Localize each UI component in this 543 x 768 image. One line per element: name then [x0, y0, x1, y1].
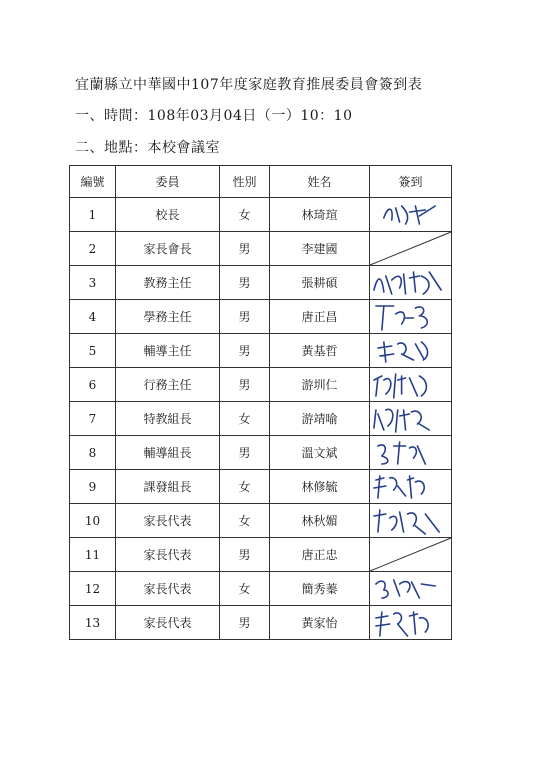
row-signature [370, 470, 452, 504]
header-row [70, 166, 452, 198]
handwritten-signature [370, 572, 451, 605]
header-member: 委員 [116, 166, 220, 198]
table-row [70, 436, 452, 470]
row-name: 唐正忠 [270, 538, 370, 572]
row-number: 13 [70, 606, 116, 640]
handwritten-signature [370, 606, 451, 639]
row-member-role: 學務主任 [116, 300, 220, 334]
row-gender: 男 [220, 334, 270, 368]
handwritten-signature [370, 334, 451, 367]
row-gender: 女 [220, 504, 270, 538]
table-row [70, 504, 452, 538]
row-signature [370, 504, 452, 538]
row-number: 10 [70, 504, 116, 538]
meeting-place: 二、地點：本校會議室 [75, 140, 220, 156]
row-gender: 女 [220, 470, 270, 504]
header-name: 姓名 [270, 166, 370, 198]
sign-in-table [69, 165, 452, 640]
row-name: 林修毓 [270, 470, 370, 504]
row-number: 4 [70, 300, 116, 334]
row-number: 5 [70, 334, 116, 368]
table-row [70, 538, 452, 572]
handwritten-signature [370, 470, 451, 503]
handwritten-signature [370, 266, 451, 299]
row-name: 黃基哲 [270, 334, 370, 368]
row-number: 12 [70, 572, 116, 606]
row-gender: 男 [220, 368, 270, 402]
table-row [70, 334, 452, 368]
row-gender: 女 [220, 572, 270, 606]
row-member-role: 行務主任 [116, 368, 220, 402]
row-number: 2 [70, 232, 116, 266]
row-signature [370, 402, 452, 436]
table-row [70, 232, 452, 266]
row-member-role: 家長代表 [116, 538, 220, 572]
row-number: 6 [70, 368, 116, 402]
header-gender: 性別 [220, 166, 270, 198]
row-member-role: 家長會長 [116, 232, 220, 266]
row-signature [370, 572, 452, 606]
handwritten-signature [370, 436, 451, 469]
handwritten-signature [370, 368, 451, 401]
table-row [70, 470, 452, 504]
row-signature [370, 198, 452, 232]
row-gender: 男 [220, 606, 270, 640]
row-gender: 男 [220, 300, 270, 334]
row-number: 9 [70, 470, 116, 504]
row-member-role: 家長代表 [116, 606, 220, 640]
row-name: 唐正昌 [270, 300, 370, 334]
handwritten-signature [370, 300, 451, 333]
row-gender: 男 [220, 266, 270, 300]
row-member-role: 特教組長 [116, 402, 220, 436]
header-signature: 簽到 [370, 166, 452, 198]
row-name: 林琦瑄 [270, 198, 370, 232]
row-gender: 男 [220, 538, 270, 572]
handwritten-signature [370, 198, 451, 231]
row-name: 游靖喻 [270, 402, 370, 436]
table-row [70, 368, 452, 402]
row-signature [370, 300, 452, 334]
row-number: 11 [70, 538, 116, 572]
table-row [70, 572, 452, 606]
table-row [70, 198, 452, 232]
meeting-time: 一、時間：108年03月04日（一）10：10 [75, 108, 353, 124]
row-number: 3 [70, 266, 116, 300]
row-name: 林秋媚 [270, 504, 370, 538]
handwritten-signature [370, 504, 451, 537]
row-member-role: 家長代表 [116, 504, 220, 538]
row-name: 溫文斌 [270, 436, 370, 470]
blank-slash-mark [370, 232, 451, 265]
row-name: 黃家怡 [270, 606, 370, 640]
row-member-role: 輔導組長 [116, 436, 220, 470]
row-number: 1 [70, 198, 116, 232]
row-name: 張耕碩 [270, 266, 370, 300]
row-signature-blank [370, 232, 452, 266]
row-member-role: 家長代表 [116, 572, 220, 606]
table-row [70, 266, 452, 300]
blank-slash-mark [370, 538, 451, 571]
handwritten-signature [370, 402, 451, 435]
header-number: 編號 [70, 166, 116, 198]
row-member-role: 教務主任 [116, 266, 220, 300]
row-member-role: 校長 [116, 198, 220, 232]
row-name: 簡秀蓁 [270, 572, 370, 606]
row-signature [370, 606, 452, 640]
row-member-role: 輔導主任 [116, 334, 220, 368]
row-name: 李建國 [270, 232, 370, 266]
row-member-role: 課發組長 [116, 470, 220, 504]
row-signature-blank [370, 538, 452, 572]
table-row [70, 606, 452, 640]
row-number: 8 [70, 436, 116, 470]
row-gender: 男 [220, 436, 270, 470]
table-row [70, 402, 452, 436]
row-gender: 女 [220, 402, 270, 436]
row-gender: 男 [220, 232, 270, 266]
row-signature [370, 436, 452, 470]
table-row [70, 300, 452, 334]
row-gender: 女 [220, 198, 270, 232]
row-signature [370, 368, 452, 402]
document-title: 宜蘭縣立中華國中107年度家庭教育推展委員會簽到表 [75, 77, 423, 93]
row-signature [370, 266, 452, 300]
row-number: 7 [70, 402, 116, 436]
row-signature [370, 334, 452, 368]
row-name: 游圳仁 [270, 368, 370, 402]
